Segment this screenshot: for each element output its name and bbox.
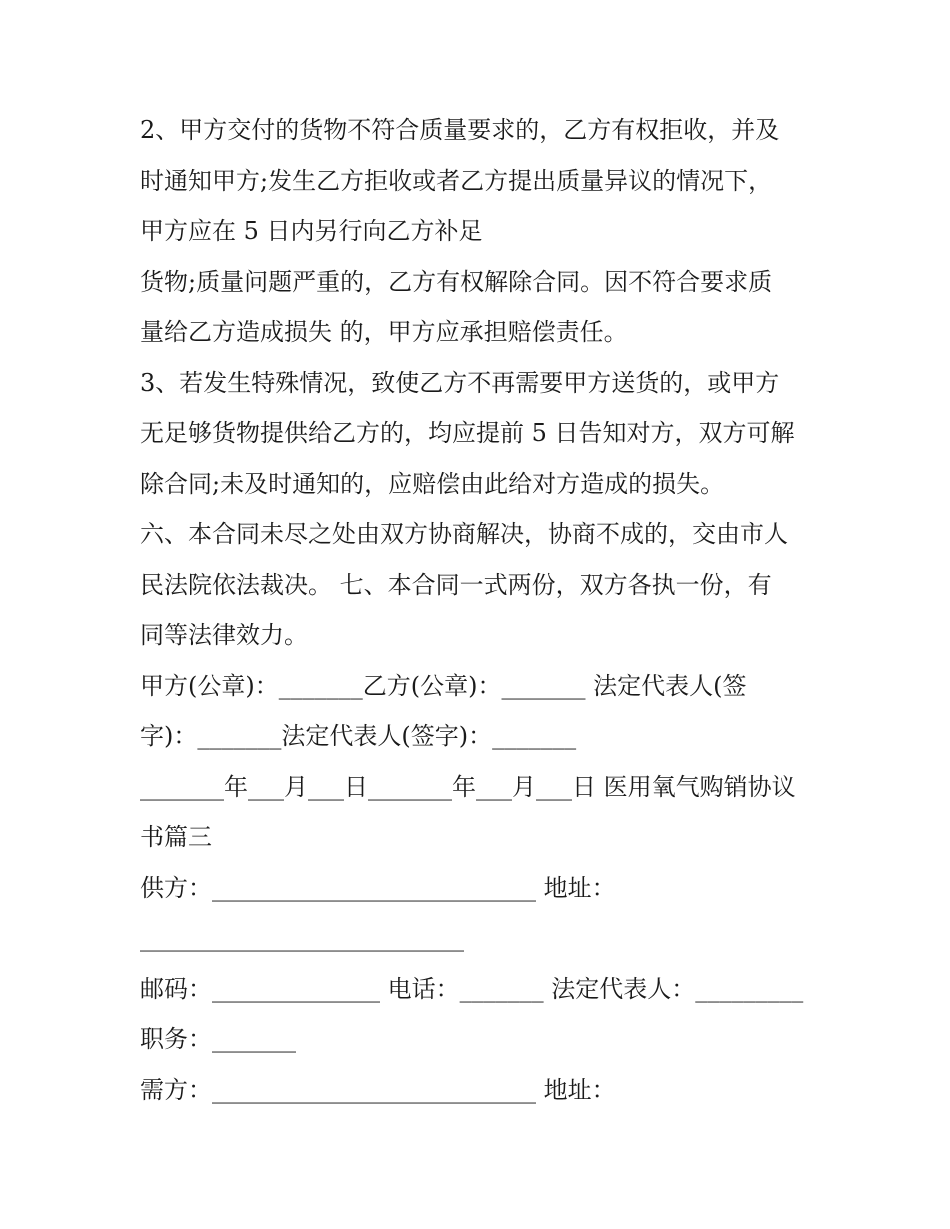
text-line-11: 同等法律效力。 [140, 621, 308, 649]
contract-text [140, 105, 820, 1115]
text-line-9: 六、本合同未尽之处由双方协商解决，协商不成的，交由市人 [140, 520, 788, 548]
section-title: 书篇三 [140, 823, 212, 851]
text-line-2: 时通知甲方;发生乙方拒收或者乙方提出质量异议的情况下， [140, 166, 773, 195]
supplier-address-blank: ___________________________ [140, 924, 464, 952]
text-line-5: 量给乙方造成损失 的，甲方应承担赔偿责任。 [140, 318, 628, 346]
text-line-8: 除合同;未及时通知的，应赔偿由此给对方造成的损失。 [140, 469, 725, 498]
signature-line-1: 甲方(公章)：_______乙方(公章)：_______ 法定代表人(签 [140, 671, 747, 700]
text-line-4: 货物;质量问题严重的，乙方有权解除合同。因不符合要求质 [140, 267, 773, 296]
signature-line-2: 字)：_______法定代表人(签字)：_______ [140, 722, 577, 750]
text-line-10: 民法院依法裁决。 七、本合同一式两份，双方各执一份，有 [140, 570, 772, 599]
postcode-phone-line: 邮码：______________ 电话：_______ 法定代表人：_________ [140, 974, 804, 1003]
supplier-line: 供方：___________________________ 地址： [140, 873, 616, 902]
text-line-6: 3、若发生特殊情况，致使乙方不再需要甲方送货的，或甲方 [140, 368, 780, 397]
text-line-7: 无足够货物提供给乙方的，均应提前 5 日告知对方，双方可解 [140, 419, 795, 447]
date-line: _______年___月___日_______年___月___日 医用氧气购销协议 [140, 772, 796, 801]
position-line: 职务：_______ [140, 1025, 296, 1053]
text-line-3: 甲方应在 5 日内另行向乙方补足 [140, 217, 483, 245]
buyer-line: 需方：___________________________ 地址： [140, 1075, 616, 1104]
text-line-1: 2、甲方交付的货物不符合质量要求的，乙方有权拒收，并及 [140, 116, 780, 144]
